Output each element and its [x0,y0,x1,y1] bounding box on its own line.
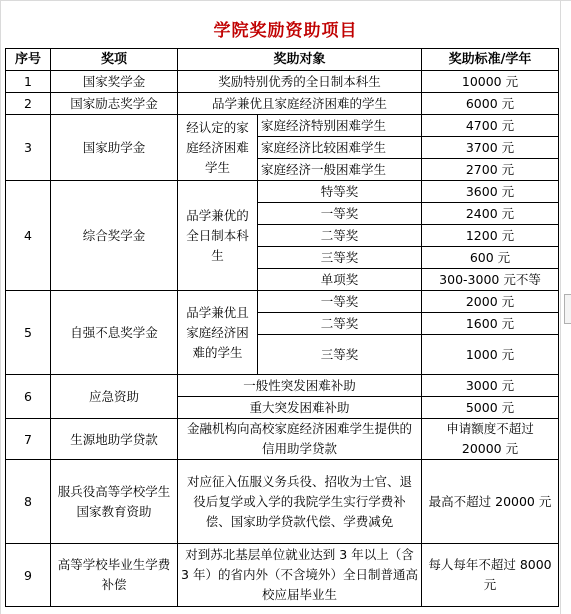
cell-level: 二等奖 [258,313,422,335]
cell-seq: 8 [6,460,51,544]
cell-standard: 2000 元 [422,291,559,313]
cell-standard: 最高不超过 20000 元 [422,460,559,544]
page-title: 学院奖励资助项目 [213,21,358,41]
cell-name: 国家奖学金 [51,71,178,93]
sheet-gridline-left [0,0,1,614]
table-row [6,291,559,313]
cell-level: 特等奖 [258,181,422,203]
cell-level: 重大突发困难补助 [178,397,422,419]
cell-level: 一等奖 [258,291,422,313]
cell-standard: 10000 元 [422,71,559,93]
table-row [6,93,559,115]
side-panel-handle[interactable] [564,294,571,324]
cell-target: 奖励特别优秀的全日制本科生 [178,71,422,93]
table-row [6,419,559,460]
cell-standard: 3600 元 [422,181,559,203]
cell-standard: 申请额度不超过 20000 元 [422,419,559,460]
header-standard: 奖助标准/学年 [422,49,559,71]
cell-seq: 9 [6,544,51,607]
table-row [6,544,559,607]
award-table-container [5,48,559,607]
table-row [6,71,559,93]
cell-level: 三等奖 [258,335,422,375]
cell-name: 高等学校毕业生学费补偿 [51,544,178,607]
header-seq: 序号 [6,49,51,71]
cell-standard: 300-3000 元不等 [422,269,559,291]
cell-level: 家庭经济比较困难学生 [258,137,422,159]
cell-name: 生源地助学贷款 [51,419,178,460]
cell-level: 一般性突发困难补助 [178,375,422,397]
table-row [6,460,559,544]
cell-target: 经认定的家庭经济困难学生 [178,115,258,181]
cell-target: 金融机构向高校家庭经济困难学生提供的信用助学贷款 [178,419,422,460]
cell-name: 服兵役高等学校学生国家教育资助 [51,460,178,544]
award-table [5,48,559,607]
cell-standard: 1200 元 [422,225,559,247]
cell-target: 对到苏北基层单位就业达到 3 年以上（含 3 年）的省内外（不含境外）全日制普通高校应届毕业生 [178,544,422,607]
cell-standard: 3700 元 [422,137,559,159]
cell-seq: 5 [6,291,51,375]
sheet-gridline-top [0,0,571,1]
cell-seq: 2 [6,93,51,115]
cell-seq: 6 [6,375,51,419]
cell-name: 应急资助 [51,375,178,419]
cell-seq: 1 [6,71,51,93]
table-row [6,375,559,397]
cell-name: 自强不息奖学金 [51,291,178,375]
cell-level: 一等奖 [258,203,422,225]
cell-target: 品学兼优的全日制本科生 [178,181,258,291]
cell-seq: 3 [6,115,51,181]
cell-standard: 1600 元 [422,313,559,335]
table-header-row [6,49,559,71]
cell-seq: 7 [6,419,51,460]
cell-level: 家庭经济一般困难学生 [258,159,422,181]
cell-standard: 2700 元 [422,159,559,181]
cell-name: 综合奖学金 [51,181,178,291]
cell-target: 品学兼优且家庭经济困难的学生 [178,93,422,115]
cell-standard: 5000 元 [422,397,559,419]
cell-standard: 600 元 [422,247,559,269]
table-row [6,115,559,137]
cell-standard: 1000 元 [422,335,559,375]
cell-standard: 6000 元 [422,93,559,115]
cell-name: 国家助学金 [51,115,178,181]
cell-target: 对应征入伍服义务兵役、招收为士官、退役后复学或入学的我院学生实行学费补偿、国家助学贷款代偿、学费减免 [178,460,422,544]
cell-standard: 4700 元 [422,115,559,137]
cell-standard: 每人每年不超过 8000 元 [422,544,559,607]
cell-standard: 3000 元 [422,375,559,397]
table-row [6,181,559,203]
cell-level: 三等奖 [258,247,422,269]
cell-standard: 2400 元 [422,203,559,225]
cell-target: 品学兼优且家庭经济困难的学生 [178,291,258,375]
cell-level: 家庭经济特别困难学生 [258,115,422,137]
cell-level: 二等奖 [258,225,422,247]
cell-level: 单项奖 [258,269,422,291]
cell-seq: 4 [6,181,51,291]
header-target: 奖助对象 [178,49,422,71]
header-name: 奖项 [51,49,178,71]
cell-name: 国家励志奖学金 [51,93,178,115]
sheet-gridline-right [560,0,561,614]
